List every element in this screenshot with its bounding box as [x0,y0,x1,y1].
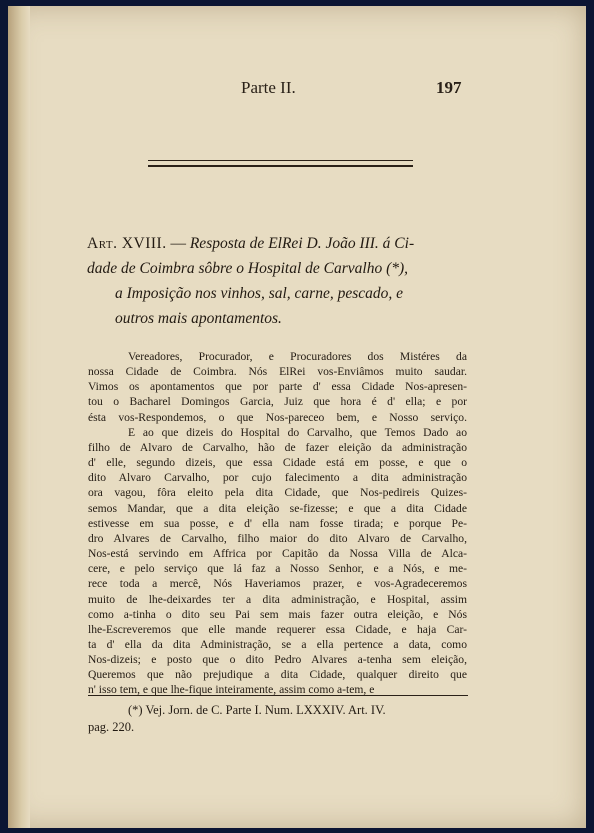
text-line: ésta vos-Respondemos, o que Nos-pareceo bem, e Nosso serviço. [88,410,467,424]
article-title-line: outros mais apontamentos. [115,310,282,327]
text-line: Nos-dizeis; e posto que o dito Pedro Alvares a-tenha sem eleição, [88,653,467,667]
text-line: dro Alvares de Carvalho, filho maior do dito Alvaro de Carvalho, [88,531,467,545]
text-line: Queremos que não prejudique a dita Cidade, qualquer direito que [88,668,467,682]
page-header [8,78,586,104]
article-dash: — [166,235,190,252]
text-line: lhe-Escreveremos que elle mande requerer essa Cidade, e haja Car- [88,622,467,636]
footnote-rule [88,695,468,696]
footnote-line: (*) Vej. Jorn. de C. Parte I. Num. LXXXIV. Art. IV. [128,703,386,717]
text-line: tou o Bacharel Domingos Garcia, Juiz que hora é d' ella; e por [88,395,467,409]
text-line: estivesse em sua posse, e d' ella nam fosse tirada; e porque Pe- [88,516,467,530]
text-line: Vimos os apontamentos que por parte d' essa Cidade Nos-apresen- [88,380,467,394]
page-number: 197 [436,78,462,97]
footnote-line: pag. 220. [88,720,135,734]
text-line: rece toda a mercê, Nós Haveriamos prazer, e vos-Agradeceremos [88,577,467,591]
article-title [87,231,472,331]
article-title-line: Resposta de ElRei D. João III. á Ci- [189,235,415,252]
footnote [88,702,468,736]
text-line: semos Mandar, que a dita eleição se-fizesse; e que a dita Cidade [88,501,467,515]
text-line: como a-tinha o dito seu Pai sem mais fazer outra eleição, e Nós [88,607,467,621]
text-line: nossa Cidade de Coimbra. Nós ElRei vos-Enviâmos muito saudar. [88,365,467,379]
running-head: Parte II. [241,78,296,97]
text-line: E ao que dizeis do Hospital do Carvalho, que Temos Dado ao [128,425,467,439]
article-title-line: a Imposição nos vinhos, sal, carne, pescado, e [115,285,403,302]
text-line: d' elle, segundo dizeis, que essa Cidade está em posse, e que o [88,456,467,470]
header-rule [148,160,413,167]
article-title-line: dade de Coimbra sôbre o Hospital de Carvalho (*), [87,260,409,277]
text-line: n' isso tem, e que lhe-fique inteiramente, assim como a-tem, e [88,683,375,697]
text-line: ta d' ella da dita Administração, se a ella pertence a data, como [88,637,467,651]
text-line: Vereadores, Procurador, e Procuradores dos Mistéres da [128,350,467,363]
text-line: filho de Alvaro de Carvalho, hão de fazer eleição da administração [88,440,467,454]
text-line: muito de lhe-deixardes ter a dita administração, e Hospital, assim [88,592,467,606]
article-label: Art. XVIII. [87,235,167,252]
book-page [8,6,586,828]
text-line: dito Alvaro Carvalho, por cujo falecimento a dita administração [88,471,467,485]
page-binding-shadow [8,6,30,828]
text-line: ora vagou, fôra eleito pela dita Cidade, que Nos-pedireis Quizes- [88,486,467,500]
text-line: cere, e pelo serviço que lá faz a Nosso Senhor, e a Nós, e me- [88,562,467,576]
text-line: Nos-está servindo em Affrica por Capitão da Nossa Villa de Alca- [88,547,467,561]
body-text [88,349,467,698]
